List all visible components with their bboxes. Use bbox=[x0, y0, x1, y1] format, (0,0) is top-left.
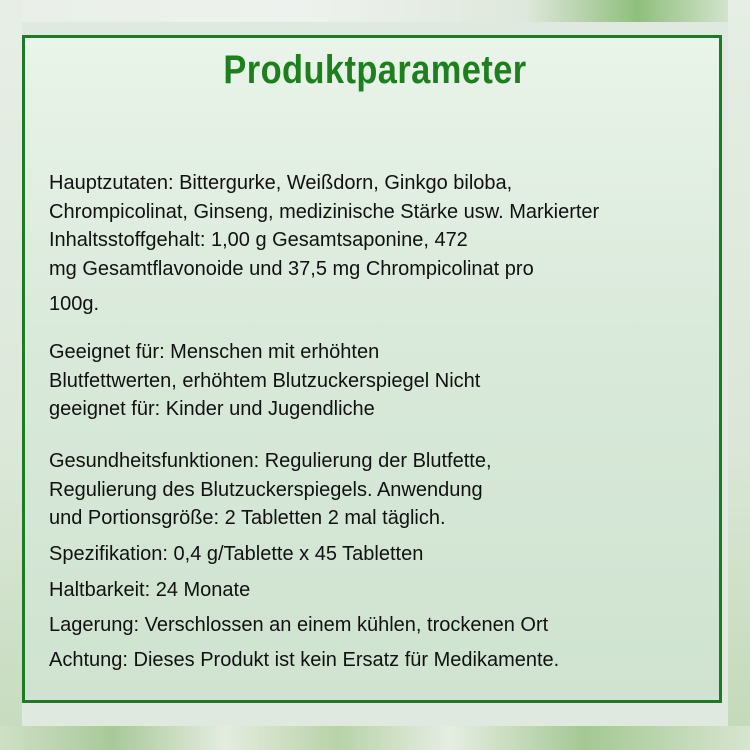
ingredients-line: Inhaltsstoffgehalt: 1,00 g Gesamtsaponine, 472 bbox=[49, 229, 468, 251]
suitable-line: Geeignet für: Menschen mit erhöhten bbox=[49, 341, 380, 363]
ingredients-line: mg Gesamtflavonoide und 37,5 mg Chrompicolinat pro bbox=[49, 257, 534, 280]
functions-line: und Portionsgröße: 2 Tabletten 2 mal täglich. bbox=[49, 507, 446, 529]
functions-section bbox=[49, 447, 729, 533]
page-title: Produktparameter bbox=[223, 48, 527, 92]
storage-section bbox=[49, 611, 729, 640]
ingredients-line: Chrompicolinat, Ginseng, medizinische Stärke usw. Markierter bbox=[49, 200, 600, 223]
functions-line: Gesundheitsfunktionen: Regulierung der Blutfette, bbox=[49, 450, 492, 472]
background-right-strip bbox=[728, 0, 750, 750]
ingredients-tail bbox=[49, 290, 729, 319]
specification-section bbox=[49, 540, 729, 569]
storage-text: Lagerung: Verschlossen an einem kühlen, trockenen Ort bbox=[49, 614, 549, 636]
specification-text: Spezifikation: 0,4 g/Tablette x 45 Tabletten bbox=[49, 543, 424, 565]
warning-text: Achtung: Dieses Produkt ist kein Ersatz für Medikamente. bbox=[49, 649, 560, 671]
shelf-life-section bbox=[49, 576, 729, 605]
background-bottom-strip bbox=[0, 726, 750, 750]
ingredients-tail-text: 100g. bbox=[49, 293, 100, 315]
background-left-strip bbox=[0, 0, 22, 750]
ingredients-line: Hauptzutaten: Bittergurke, Weißdorn, Ginkgo biloba, bbox=[49, 172, 513, 194]
ingredients-section bbox=[49, 169, 729, 283]
suitable-line: Blutfettwerten, erhöhtem Blutzuckerspiegel Nicht bbox=[49, 369, 481, 392]
functions-line: Regulierung des Blutzuckerspiegels. Anwendung bbox=[49, 478, 483, 501]
suitable-section bbox=[49, 338, 729, 424]
shelf-life-text: Haltbarkeit: 24 Monate bbox=[49, 579, 251, 601]
background-top-strip bbox=[0, 0, 750, 22]
suitable-line: geeignet für: Kinder und Jugendliche bbox=[49, 398, 375, 420]
warning-section bbox=[49, 646, 729, 675]
